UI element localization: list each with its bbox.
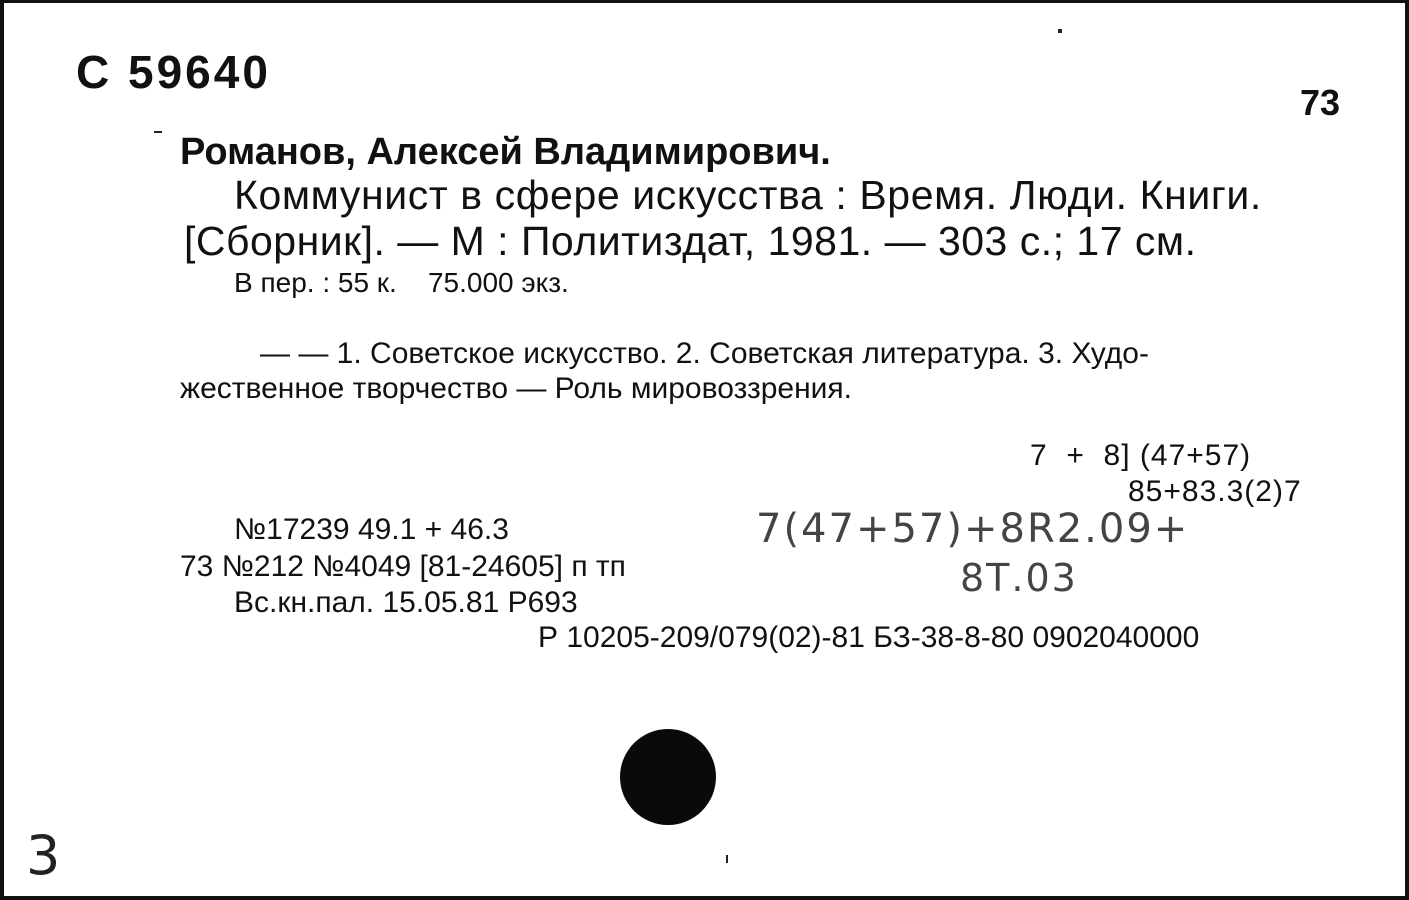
handwritten-formula: 7(47+57)+8R2.09+ bbox=[756, 506, 1190, 552]
price-line: В пер. : 55 к. 75.000 экз. bbox=[234, 267, 569, 298]
call-number: С 59640 bbox=[76, 46, 271, 98]
technical-info-line: №17239 49.1 + 46.3 bbox=[234, 513, 509, 546]
ink-speck bbox=[1058, 29, 1062, 33]
classification-index: 7 + 8] (47+57) bbox=[1030, 439, 1252, 472]
title-line: Коммунист в сфере искусства : Время. Люди. Книги. bbox=[234, 172, 1262, 218]
classification-index: 85+83.3(2)7 bbox=[1128, 475, 1302, 508]
publication-line: [Сборник]. — М : Политиздат, 1981. — 303 с.; 17 см. bbox=[184, 218, 1197, 264]
handwritten-formula-suffix: 8Т.03 bbox=[960, 556, 1078, 600]
technical-info-line: Р 10205-209/079(02)-81 БЗ-38-8-80 0902040000 bbox=[538, 621, 1200, 654]
page-number: 73 bbox=[1300, 82, 1341, 123]
author-heading: Романов, Алексей Владимирович. bbox=[180, 131, 831, 173]
subject-headings-line: жественное творчество — Роль мировоззрения. bbox=[180, 372, 853, 405]
subject-headings-line: — — 1. Советское искусство. 2. Советская литература. 3. Худо- bbox=[260, 337, 1149, 370]
technical-info-line: 73 №212 №4049 [81-24605] п тп bbox=[180, 550, 626, 583]
punch-hole bbox=[620, 729, 716, 825]
technical-info-line: Вс.кн.пал. 15.05.81 Р693 bbox=[234, 586, 578, 619]
ink-speck bbox=[726, 855, 728, 863]
handwritten-corner-mark: 3 bbox=[26, 824, 61, 887]
ink-speck bbox=[154, 131, 162, 133]
